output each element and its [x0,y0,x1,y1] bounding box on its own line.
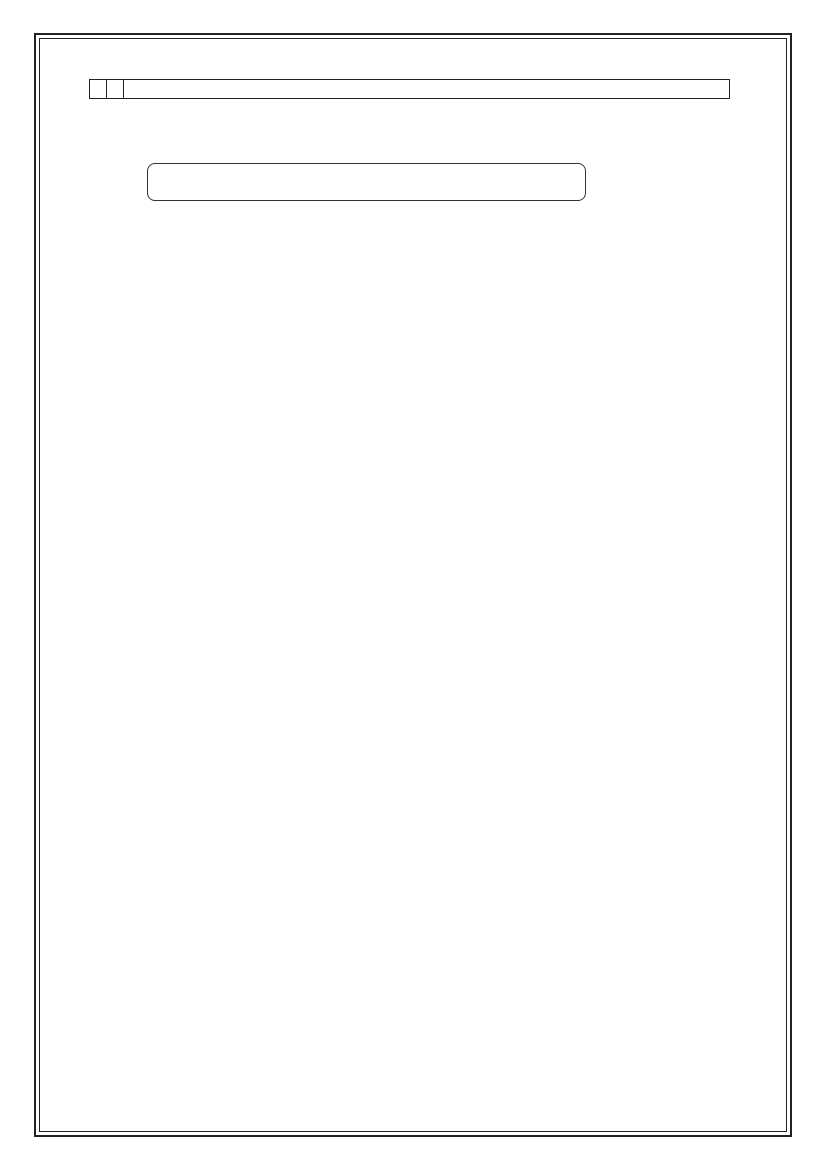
page-border-inner [39,38,787,1132]
header-class [90,80,107,98]
header-module [107,80,124,98]
word-box [147,163,586,201]
header-table [89,79,730,99]
header-teacher [124,80,729,98]
